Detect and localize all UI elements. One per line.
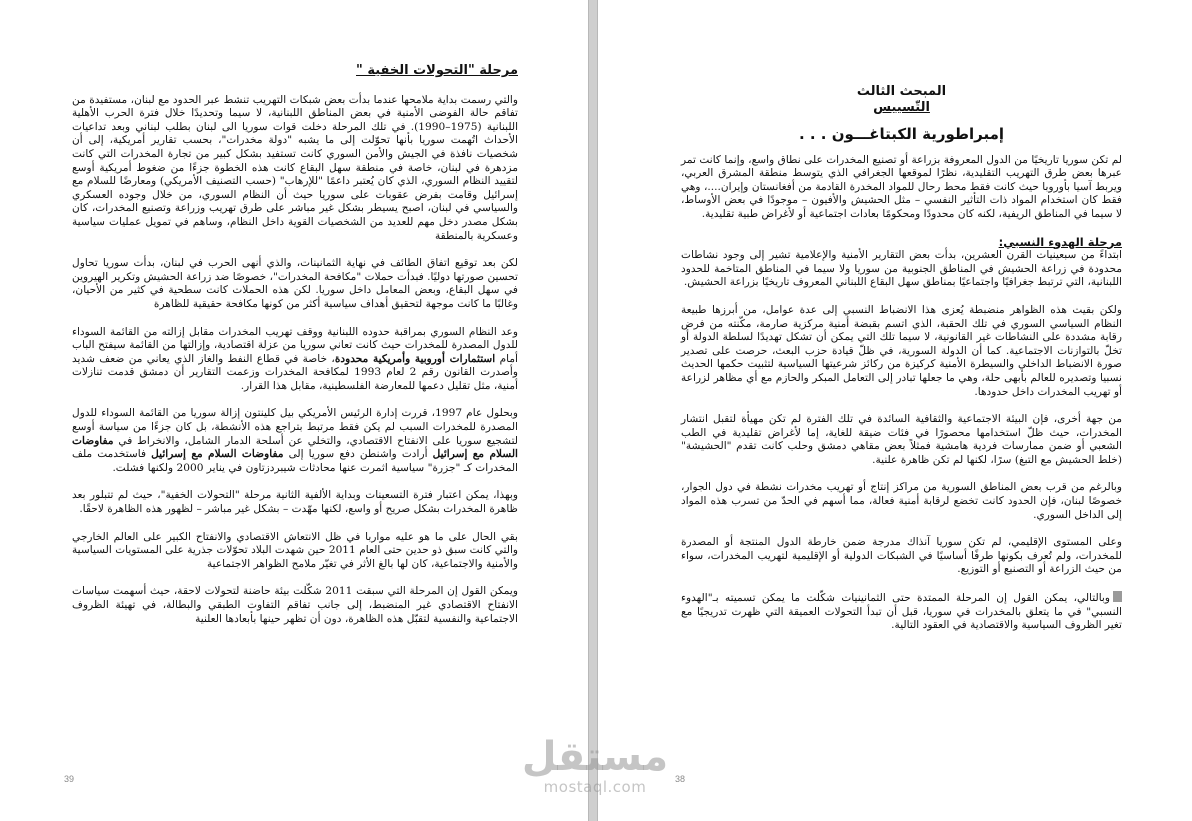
- page-gutter: [588, 0, 598, 821]
- left-paragraph-4: وبحلول عام 1997، قررت إدارة الرئيس الأمريكي بيل كلينتون إزالة سوريا من القائمة السوداء للدول المصدرة للمخدرات السبب لم يكن فقط مرتبط بتراجع هذه الأنشطة، بل كان جزءًا من سياسة أوسع لتشجيع سوريا على الانفتاح الاقتصادي، والتخلي عن أسلحة الدمار الشامل، والانخراط في مفاوضات السلام مع إسرائيل أرادت واشنطن دفع سوريا إلى مفاوضات السلام مع إسرائيل فاستخدمت ملف المخدرات كـ "جزرة" سياسية اثمرت عنها محادثات شيبردزتاون في يناير 2000 ولكنها فشلت.: [72, 407, 518, 474]
- left-paragraph-6: بقي الحال على ما هو عليه مواربا في ظل الانتعاش الاقتصادي والانفتاح الكبير على العالم الخارجي والتي كانت سبق ذو حدين حتى العام 2011 حين شهدت البلاد تحوّلات جذرية على المستويات السياسية والأمنية والاجتماعية، كان لها بالغ الأثر في تغيّر ملامح الظواهر الاجتماعية: [72, 530, 519, 570]
- left-paragraph-2: لكن بعد توقيع اتفاق الطائف في نهاية الثمانينات، والذي أنهى الحرب في لبنان، بدأت سوريا تحاول تحسين صورتها دوليًا. فبدأت حملات "مكافحة المخدرات"، خصوصًا ضد زراعة الحشيش وتكرير الهيروين في سهل البقاع، وبعض المعامل داخل سوريا. لكن هذه الحملات كانت سطحية في كثير من الأحيان، وغالبًا ما كانت موجهة لتحقيق أهداف سياسية أكثر من كونها مكافحة حقيقية للظاهرة: [72, 257, 518, 310]
- mostaql-watermark: [520, 735, 670, 795]
- right-page-number: 38: [675, 774, 686, 784]
- bold-phrase: مفاوضات السلام مع إسرائيل: [151, 448, 284, 461]
- right-paragraph-4: وبالرغم من قرب بعض المناطق السورية من مراكز إنتاج أو تهريب مخدرات نشطة في دول الجوار، خصوصًا لبنان، فإن الحدود كانت تخضع لرقابة أمنية فعالة، مما أسهم في الحدّ من تسرب هذه المواد إلى الداخل السوري.: [681, 481, 1122, 521]
- relative-calm-heading: مرحلة الهدوء النسبي:: [998, 234, 1122, 249]
- bold-phrase: مفاوضات السلام مع إسرائيل: [72, 434, 518, 461]
- text-cursor-marker[interactable]: [1113, 591, 1122, 602]
- left-paragraph-3: وعد النظام السوري بمراقبة حدوده اللبنانية ووقف تهريب المخدرات مقابل إزالته من القائمة السوداء للدول المصدرة للمخدرات حيث كانت تعاني سوريا من عزلة اقتصادية، وإزالتها من القائمة سيفتح الباب أمام استثمارات أوروبية وأمريكية محدودة، خاصة في قطاع النفط والغاز الذي يعاني من ضعف شديد وأصدرت القانون رقم 2 لعام 1993 لمكافحة المخدرات وزعمت التقارير أن دمشق قدمت تنازلات أمنية، مثل تقليل دعمها للمعارضة الفلسطينية، مقابل هذا القرار.: [72, 325, 518, 392]
- left-paragraph-5: وبهذا، يمكن اعتبار فترة التسعينات وبداية الألفية الثانية مرحلة "التحولات الخفية"، حيث لم تتبلور بعد ظاهرة المخدرات بشكل صريح أو واسع، لكنها مهّدت – بشكل غير مباشر – لظهور هذه الظاهرة لاحقًا.: [72, 489, 518, 516]
- section-title: المبحث الثالث: [856, 84, 947, 99]
- final-paragraph-block: [681, 591, 1122, 633]
- left-paragraph-1: والتي رسمت بداية ملامحها عندما بدأت بعض شبكات التهريب تنشط عبر الحدود مع لبنان، مستفيدة من تفاقم حالة الفوضى الأمنية في بعض المناطق اللبنانية، لا سيما وتحديدًا خلال فترة الحرب الأهلية اللبنانية (1975–1990). في تلك المرحلة دخلت قوات سوريا الى لبنان بطلب لبناني وبعد تداعيات الأحداث اتُهمت سوريا بأنها تحوّلت إلى ما يشبه "دولة مخدرات"، بحسب تقارير أمريكية، إلى أن شخصيات نافذة في الجيش والأمن السوري كانت تستفيد بشكل كبير من تجارة المخدرات التي كانت مزدهرة في لبنان، خاصة في منطقة سهل البقاع كانت هذه الخطوة جزءًا من ضغوط أمريكية أوسع لتقييد النظام السوري، الذي كان يُعتبر داعمًا "للإرهاب" (حسب التصنيف الأمريكي) ومعارضًا للسلام مع إسرائيل وقامت بفرض عقوبات على سوريا حيث أن النظام السوري، من خلال وجوده العسكري والسياسي في لبنان، اصبح يسيطر بشكل غير مباشر على طرق تهريب وزراعة وتصنيع المخدرات، كان بشكل مصدر دخل مهم للعديد من الشخصيات القوية داخل النظام، وساهم في تمويل عمليات سياسية وعسكرية بالمنطقة: [72, 93, 519, 242]
- right-paragraph-1: ابتداءً من سبعينيات القرن العشرين، بدأت بعض التقارير الأمنية والإعلامية تشير إلى وجود نشاطات محدودة في زراعة الحشيش في المناطق الجنوبية من سوريا ولا سيما في المناطق المتاخمة للحدود اللبنانية، التي ترتبط جغرافيًا واجتماعيًا بمناطق سهل البقاع اللبناني المعروف تاريخيًا بزراعة الحشيش.: [681, 249, 1122, 289]
- empire-title: إمبراطورية الكبتاغـــون . . .: [798, 125, 1005, 143]
- section-subtitle: التّسييس: [873, 100, 930, 115]
- right-paragraph-5: وعلى المستوى الإقليمي، لم تكن سوريا آنذاك مدرجة ضمن خارطة الدول المنتجة أو المصدرة للمخدرات، ولم تُعرف بكونها طرفًا أساسيًا في الشبكات الدولية أو الإقليمية لتهريب المخدرات، سواء من حيث الزراعة أو التصنيع أو التوزيع.: [681, 536, 1122, 576]
- watermark-logo-latin: mostaql.com: [543, 778, 647, 796]
- left-page-number: 39: [64, 774, 75, 784]
- right-page: [598, 0, 1192, 821]
- bold-phrase: استثمارات أوروبية وأمريكية محدودة: [334, 352, 496, 365]
- left-page-heading: مرحلة "التحولات الخفية ": [356, 63, 518, 78]
- watermark-logo-arabic: مستقل: [521, 734, 669, 780]
- left-page: [0, 0, 588, 821]
- left-paragraph-7: ويمكن القول إن المرحلة التي سبقت 2011 شكّلت بيئة حاضنة لتحولات لاحقة، حيث أسهمت سياسات الانفتاح الاقتصادي غير المنضبط، إلى جانب تفاقم التفاوت الطبقي والبطالة، في تهيئة الظروف الاجتماعية والنفسية لتقبّل هذه الظاهرة، دون أن تظهر حينها بأبعادها العلنية: [72, 585, 518, 625]
- left-page-text: [72, 64, 518, 640]
- final-paragraph: وبالتالي، يمكن القول إن المرحلة الممتدة حتى الثمانينيات شكّلت ما يمكن تسميته بـ"الهدوء النسبي" في ما يتعلق بالمخدرات في سوريا، قبل أن تبدأ التحولات العميقة التي ظهرت تدريجيًا مع تغير الظروف السياسية والاقتصادية في العقود التالية.: [681, 592, 1122, 632]
- right-page-text: [681, 84, 1122, 647]
- intro-paragraph: لم تكن سوريا تاريخيًا من الدول المعروفة بزراعة أو تصنيع المخدرات على نطاق واسع، وإنما كانت تمر عبرها بعض طرق التهريب التقليدية، نظرًا لموقعها الجغرافي الذي يتوسط منطقة المشرق العربي، ويربط آسيا بأوروبا حيث كانت فقط محط رحال للمواد المخدرة القادمة من أفغانستان وإيران....، وهي فقط كان استخدام المواد ذات التأثير النفسي – مثل الحشيش والأفيون – موجودًا في بعض الأوساط، لا سيما في المناطق الريفية، لكنه كان محدودًا ومحكومًا بعادات اجتماعية أو لأغراض طبية تقليدية.: [681, 153, 1122, 220]
- right-paragraph-3: من جهة أخرى، فإن البيئة الاجتماعية والثقافية السائدة في تلك الفترة لم تكن مهيأة لتقبل انتشار المخدرات، حيث ظلّ استخدامها محصورًا في فئات ضيقة للغاية، إما لأغراض تقليدية في الطب الشعبي أو ضمن ممارسات فردية هامشية فمثلاً بعض مقاهي دمشق وحلب كانت تقدم "الحشيشة" (خلط الحشيش مع التبغ) سرًا، لكنها لم تكن ظاهرة علنية.: [681, 413, 1122, 466]
- right-paragraph-2: ولكن بقيت هذه الظواهر منضبطة يُعزى هذا الانضباط النسبي إلى عدة عوامل، من أبرزها طبيعة النظام السياسي السوري في تلك الحقبة، الذي اتسم بقبضة أمنية مركزية صارمة، مكّنته من فرض رقابة مشددة على النشاطات غير القانونية، لا سيما تلك التي يمكن أن تشكل تهديدًا لسلطة الدولة أو تخلّ بالتوازنات الاجتماعية. كما أن الدولة السورية، في ظلّ قيادة حزب البعث، حرصت على تصدير صورة الانضباط الداخلي والسيطرة الأمنية كركيزة من ركائز شرعيتها السياسية لتثبيت حكمها الحديث نسبيا وتصديره للعالم بأبهى حلة، وهي ما جعلها تبادر إلى التعامل المبكر والحازم مع أي مظاهر لزراعة أو تهريب المخدرات داخل حدودها.: [681, 303, 1122, 398]
